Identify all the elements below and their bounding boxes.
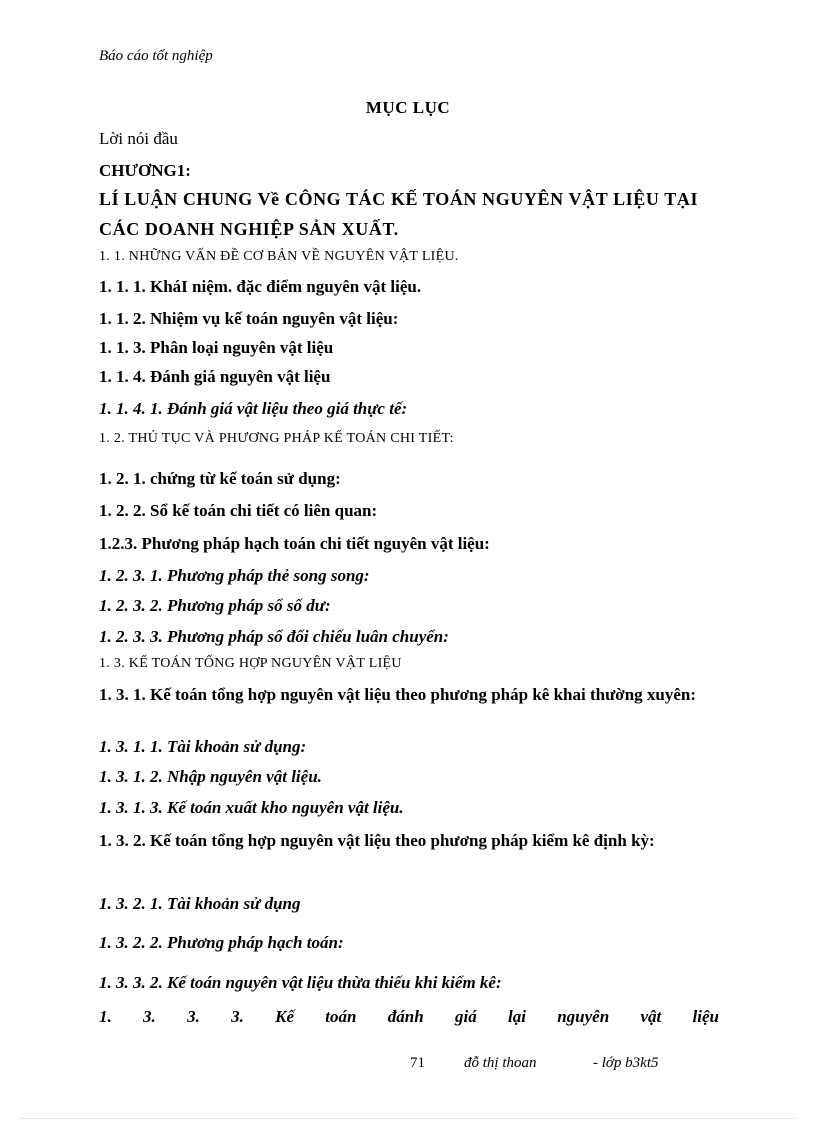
toc-subsubsection: 1. 2. 3. 2. Phương pháp sổ số dư: (99, 596, 331, 615)
toc-subsubsection: 1. 3. 2. 2. Phương pháp hạch toán: (99, 933, 344, 952)
toc-word: vật (640, 1007, 662, 1026)
toc-subsection: 1. 2. 2. Sổ kế toán chi tiết có liên quan: (99, 501, 378, 520)
toc-word: toán (325, 1007, 357, 1026)
toc-subsection: 1.2.3. Phương pháp hạch toán chi tiết nguyên vật liệu: (99, 534, 490, 553)
toc-subsection: 1. 3. 1. Kế toán tổng hợp nguyên vật liệu theo phương pháp kê khai thường xuyên: (99, 685, 697, 704)
page-title: MỤC LỤC (365, 98, 451, 117)
toc-subsection: 1. 1. 3. Phân loại nguyên vật liệu (99, 338, 334, 357)
toc-word: 3. (187, 1007, 200, 1026)
toc-subsection: 1. 1. 4. Đánh giá nguyên vật liệu (99, 367, 331, 386)
toc-subsubsection: 1. 2. 3. 3. Phương pháp sổ đối chiếu luân chuyển: (99, 627, 449, 646)
toc-subsection: 1. 3. 2. Kế toán tổng hợp nguyên vật liệu theo phương pháp kiểm kê định kỳ: (99, 831, 655, 850)
toc-chapter-label: CHƯƠNG1: (99, 161, 191, 180)
toc-subsubsection: 1. 1. 4. 1. Đánh giá vật liệu theo giá thực tế: (99, 399, 408, 418)
toc-intro: Lời nói đầu (99, 129, 178, 148)
toc-subsubsection: 1. 3. 1. 3. Kế toán xuất kho nguyên vật liệu. (99, 798, 404, 817)
toc-chapter-title-line1: LÍ LUẬN CHUNG Về CÔNG TÁC KẾ TOÁN NGUYÊN VẬT LIỆU TẠI (99, 189, 699, 209)
toc-word: lại (507, 1007, 526, 1026)
footer-page-number: 71 (410, 1055, 425, 1071)
page-bottom-divider (20, 1118, 796, 1119)
toc-subsection: 1. 1. 1. KháI niệm. đặc điểm nguyên vật liệu. (99, 277, 422, 296)
toc-subsubsection: 1. 2. 3. 1. Phương pháp thẻ song song: (99, 566, 370, 585)
toc-subsubsection: 1. 3. 1. 1. Tài khoản sử dụng: (99, 737, 307, 756)
toc-word: 3. (143, 1007, 156, 1026)
toc-subsubsection: 1. 3. 1. 2. Nhập nguyên vật liệu. (99, 767, 322, 786)
toc-subsubsection: 1. 3. 3. 2. Kế toán nguyên vật liệu thừa thiếu khi kiểm kê: (99, 973, 502, 992)
toc-section: 1. 1. NHỮNG VẤN ĐỀ CƠ BẢN VỀ NGUYÊN VẬT LIỆU. (99, 249, 459, 264)
toc-chapter-title-line2: CÁC DOANH NGHIỆP SẢN XUẤT. (99, 219, 399, 239)
toc-subsection: 1. 2. 1. chứng từ kế toán sử dụng: (99, 469, 341, 488)
toc-subsubsection-justified (99, 1007, 719, 1027)
toc-section: 1. 2. THỦ TỤC VÀ PHƯƠNG PHÁP KẾ TOÁN CHI TIẾT: (99, 431, 454, 446)
toc-word: Kế (275, 1007, 295, 1026)
toc-word: giá (454, 1007, 477, 1026)
toc-word: đánh (387, 1007, 424, 1026)
toc-word: nguyên (557, 1007, 610, 1026)
toc-subsection: 1. 1. 2. Nhiệm vụ kế toán nguyên vật liệu: (99, 309, 399, 328)
toc-word: liệu (692, 1007, 719, 1026)
toc-word: 1. (99, 1007, 112, 1026)
footer-author: đỗ thị thoan (464, 1055, 537, 1071)
toc-subsubsection: 1. 3. 2. 1. Tài khoản sử dụng (99, 894, 301, 913)
toc-section: 1. 3. KẾ TOÁN TỔNG HỢP NGUYÊN VẬT LIỆU (99, 656, 402, 671)
running-header: Báo cáo tốt nghiệp (99, 48, 213, 64)
toc-word: 3. (231, 1007, 244, 1026)
footer-class: - lớp b3kt5 (593, 1055, 659, 1071)
